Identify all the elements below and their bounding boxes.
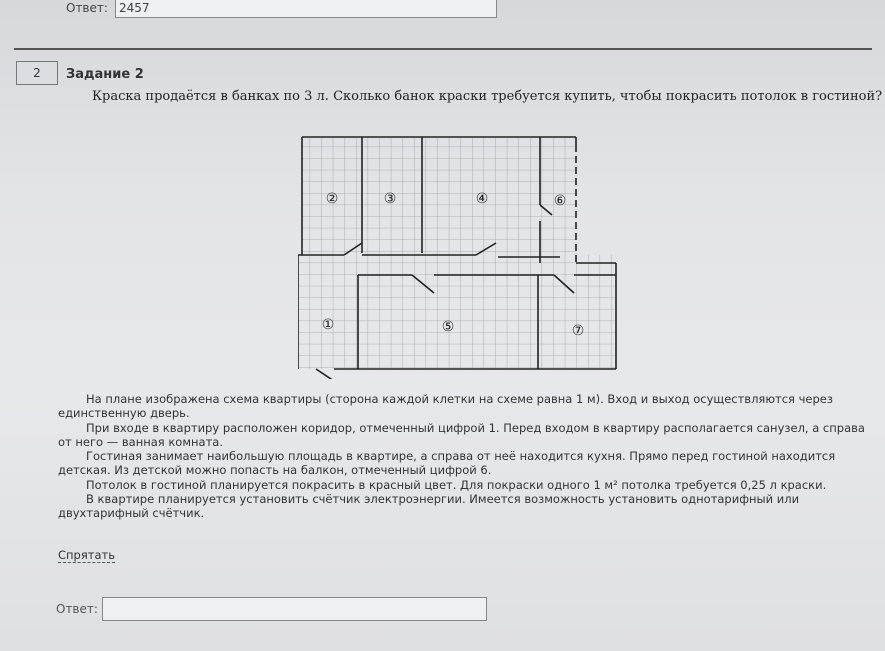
task-description [58, 392, 866, 521]
answer-input[interactable] [102, 597, 487, 621]
apartment-plan [298, 135, 620, 379]
task-separator [14, 48, 872, 50]
room-label-2: ② [325, 191, 339, 207]
description-p3: Гостиная занимает наибольшую площадь в квартире, а справа от неё находится кухня. Прямо перед гостиной находится детская. Из детской можно попасть на балкон, отмеченный цифрой 6. [58, 449, 836, 478]
hide-link[interactable]: Спрятать [58, 548, 115, 562]
room-label-5: ⑤ [441, 319, 455, 335]
description-p1: На плане изображена схема квартиры (сторона каждой клетки на схеме равна 1 м). Вход и выход осуществляются через единственную дверь. [58, 392, 833, 421]
description-p5: В квартире планируется установить счётчик электроэнергии. Имеется возможность установить однотарифный или двухтарифный счётчик. [58, 492, 800, 521]
room-label-7: ⑦ [571, 323, 585, 339]
task-title: Задание 2 [66, 67, 144, 82]
description-p2: При входе в квартиру расположен коридор, отмеченный цифрой 1. Перед входом в квартиру располагается санузел, а справа от него — ванная комната. [58, 420, 865, 449]
room-label-3: ③ [383, 191, 397, 207]
answer-label: Ответ: [56, 602, 98, 616]
room-label-6: ⑥ [553, 193, 567, 209]
previous-answer-label: Ответ: [66, 1, 108, 15]
description-p4: Потолок в гостиной планируется покрасить в красный цвет. Для покраски одного 1 м² потолка требуется 0,25 л краски. [86, 477, 827, 492]
room-label-4: ④ [475, 191, 489, 207]
task-number-badge: 2 [16, 61, 58, 85]
room-label-1: ① [321, 317, 335, 333]
previous-answer-field[interactable]: 2457 [115, 0, 497, 18]
task-question: Краска продаётся в банках по 3 л. Сколько банок краски требуется купить, чтобы покрасить потолок в гостиной? [92, 89, 883, 104]
